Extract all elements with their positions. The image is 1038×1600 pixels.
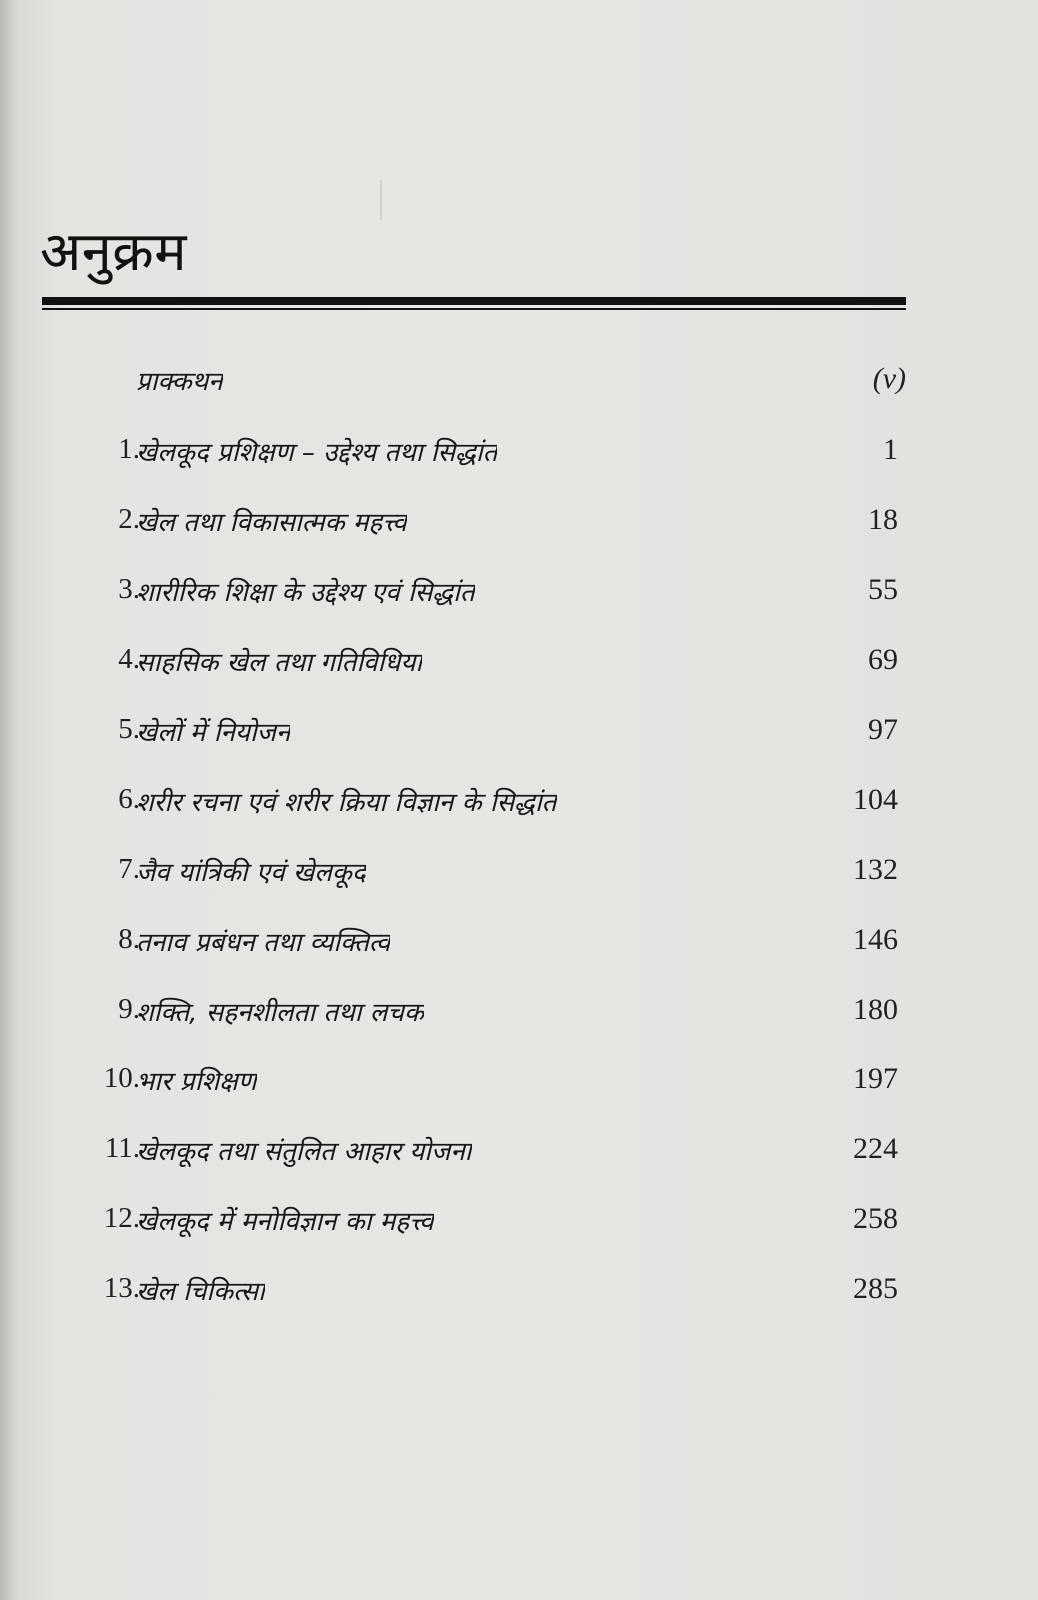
toc-entry-page: 69 — [868, 643, 898, 676]
show-through-mark — [380, 180, 382, 220]
toc-entry-number: 11. — [104, 1132, 140, 1164]
toc-entry-page: 258 — [853, 1202, 898, 1235]
toc-entry — [0, 503, 1038, 549]
title-rule-thin — [42, 308, 906, 310]
toc-entry-page: 97 — [868, 713, 898, 746]
toc-entry-number: 6. — [118, 783, 140, 815]
toc-entry-number: 12. — [103, 1202, 140, 1234]
toc-entry-page: 224 — [853, 1132, 898, 1165]
toc-entry — [0, 853, 1038, 899]
toc-entry-number: 13. — [103, 1272, 140, 1304]
toc-entry-number: 7. — [118, 853, 140, 885]
toc-entry-title: खेल चिकित्सा — [136, 1277, 265, 1307]
toc-entry-page: (v) — [872, 362, 906, 395]
toc-entry — [0, 433, 1038, 479]
toc-entry-preface — [0, 362, 1038, 408]
toc-entry-number: 8. — [118, 923, 140, 955]
toc-entry-number: 2. — [118, 503, 140, 535]
toc-entry-number: 1. — [118, 433, 140, 465]
toc-entry-number: 9. — [118, 993, 140, 1025]
toc-entry-page: 104 — [853, 783, 898, 816]
toc-entry-title: शक्ति, सहनशीलता तथा लचक — [136, 998, 424, 1028]
toc-entry-title: शरीर रचना एवं शरीर क्रिया विज्ञान के सिद्धांत — [136, 788, 557, 818]
toc-entry-title: शारीरिक शिक्षा के उद्देश्य एवं सिद्धांत — [136, 578, 475, 608]
toc-entry-page: 180 — [853, 993, 898, 1026]
toc-entry-number: 3. — [118, 573, 140, 605]
toc-entry-number: 5. — [118, 713, 140, 745]
toc-entry-title: भार प्रशिक्षण — [136, 1067, 257, 1097]
toc-entry-title: जैव यांत्रिकी एवं खेलकूद — [136, 858, 366, 888]
toc-entry — [0, 923, 1038, 969]
toc-entry-title: प्राक्कथन — [136, 367, 223, 397]
toc-entry — [0, 1132, 1038, 1178]
toc-entry — [0, 713, 1038, 759]
toc-entry — [0, 1202, 1038, 1248]
toc-entry-page: 146 — [853, 923, 898, 956]
toc-entry-page: 285 — [853, 1272, 898, 1305]
toc-entry — [0, 1272, 1038, 1318]
toc-entry-number: 10. — [103, 1062, 140, 1094]
toc-entry-page: 1 — [883, 433, 898, 466]
toc-entry-title: खेलकूद में मनोविज्ञान का महत्त्व — [136, 1207, 434, 1237]
page-title: अनुक्रम — [40, 220, 187, 283]
toc-entry-title: खेलकूद तथा संतुलित आहार योजना — [136, 1137, 472, 1167]
toc-entry-page: 132 — [853, 853, 898, 886]
toc-entry-page: 197 — [853, 1062, 898, 1095]
toc-entry-number: 4. — [118, 643, 140, 675]
toc-entry-title: साहसिक खेल तथा गतिविधियां — [136, 648, 423, 678]
toc-entry — [0, 573, 1038, 619]
toc-entry-page: 55 — [868, 573, 898, 606]
toc-entry-title: तनाव प्रबंधन तथा व्यक्तित्व — [136, 928, 391, 958]
toc-entry — [0, 643, 1038, 689]
title-rule-thick — [42, 297, 906, 305]
toc-entry — [0, 1062, 1038, 1108]
toc-entry-title: खेल तथा विकासात्मक महत्त्व — [136, 508, 407, 538]
toc-entry — [0, 993, 1038, 1039]
toc-entry-page: 18 — [868, 503, 898, 536]
toc-entry-title: खेलों में नियोजन — [136, 718, 291, 748]
toc-entry — [0, 783, 1038, 829]
toc-entry-title: खेलकूद प्रशिक्षण – उद्देश्य तथा सिद्धांत — [136, 438, 498, 468]
